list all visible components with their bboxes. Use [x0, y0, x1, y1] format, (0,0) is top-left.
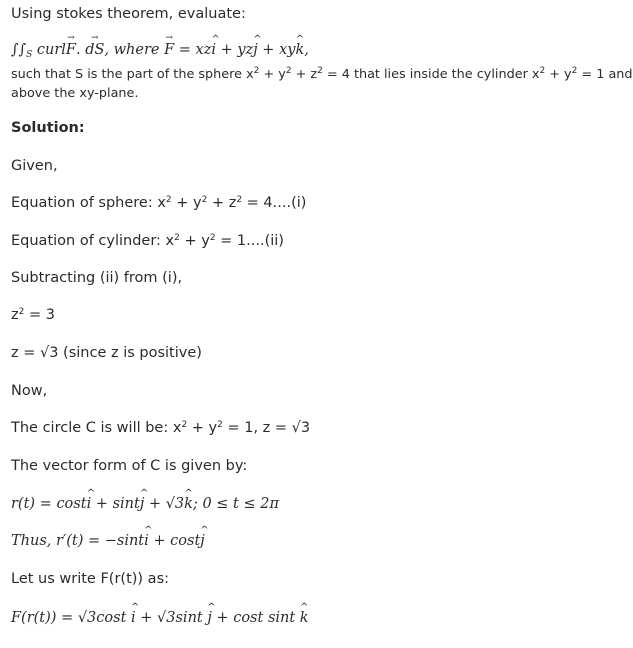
derivative-equation [11, 533, 205, 549]
f-lhs: F(r(t)) = √3cost [11, 610, 132, 626]
condition-line-2: above the xy-plane. [11, 86, 139, 101]
let-us-text: Let us write F(r(t)) as: [11, 571, 170, 587]
unit-j: ^ j [140, 496, 145, 512]
f-of-r-equation [11, 610, 309, 626]
problem-equation: $\int\int_S$ curl→ F. → dS, where → F = xz^ i + yz^ j + xy^ k, [11, 42, 309, 58]
solution-heading: Solution: [11, 120, 85, 136]
vector-form-intro: The vector form of C is given by: [11, 458, 248, 474]
vector-f-def: → F [164, 42, 174, 58]
unit-k: ^ k [295, 42, 304, 58]
curl-label: curl [36, 42, 66, 58]
now-text: Now, [11, 383, 48, 399]
circle-text: The circle C is will be: $x^2 + y^2 = 1$, z = √3 [11, 420, 311, 436]
unit-k: ^ k [184, 496, 193, 512]
prompt-text: Using stokes theorem, evaluate: [11, 6, 246, 22]
double-integral: ∫∫ [11, 42, 27, 58]
unit-k: ^ k [300, 610, 309, 626]
term-yz: + yz [216, 42, 254, 58]
given-text: Given, [11, 158, 58, 174]
unit-i: ^ i [211, 42, 216, 58]
unit-i: ^ i [131, 610, 136, 626]
term-xy: + xy [257, 42, 296, 58]
r-range: ; 0 ≤ t ≤ 2π [192, 496, 280, 512]
unit-j: ^ j [200, 533, 205, 549]
r-sqrt3: + √3 [144, 496, 185, 512]
derivative-lhs: Thus, r′(t) = −sint [11, 533, 145, 549]
condition-line-1: such that S is the part of the sphere $x^2 + y^2 + z^2 = 4$ that lies inside the cylinder $x^2 + y^2 = 1$ and [11, 66, 633, 82]
equals-sign: = [174, 42, 196, 58]
vector-f: → F [66, 42, 76, 58]
unit-j: ^ j [253, 42, 258, 58]
r-of-t-equation [11, 496, 279, 512]
cylinder-equation: Equation of cylinder: $x^2 + y^2 = 1....(ii)$ [11, 233, 284, 249]
derivative-cost: + cost [148, 533, 201, 549]
r-sint: + sint [91, 496, 140, 512]
vector-ds: → dS [85, 42, 104, 58]
unit-i: ^ i [87, 496, 92, 512]
f-cost-sint: + cost sint [211, 610, 300, 626]
f-sint: + √3sint [135, 610, 208, 626]
subtracting-text: Subtracting (ii) from (i), [11, 270, 183, 286]
where-text: , where [104, 42, 165, 58]
z-squared: $z^2 = 3$ [11, 307, 55, 323]
unit-i: ^ i [144, 533, 149, 549]
sphere-equation: Equation of sphere: $x^2 + y^2 + z^2 = 4....(i)$ [11, 195, 307, 211]
r-lhs: r(t) = cost [11, 496, 87, 512]
unit-j: ^ j [207, 610, 212, 626]
comma: , [304, 42, 309, 58]
surface-subscript: S [26, 50, 33, 60]
z-value: z = √3 (since z is positive) [11, 345, 202, 361]
term-xz: xz [195, 42, 212, 58]
